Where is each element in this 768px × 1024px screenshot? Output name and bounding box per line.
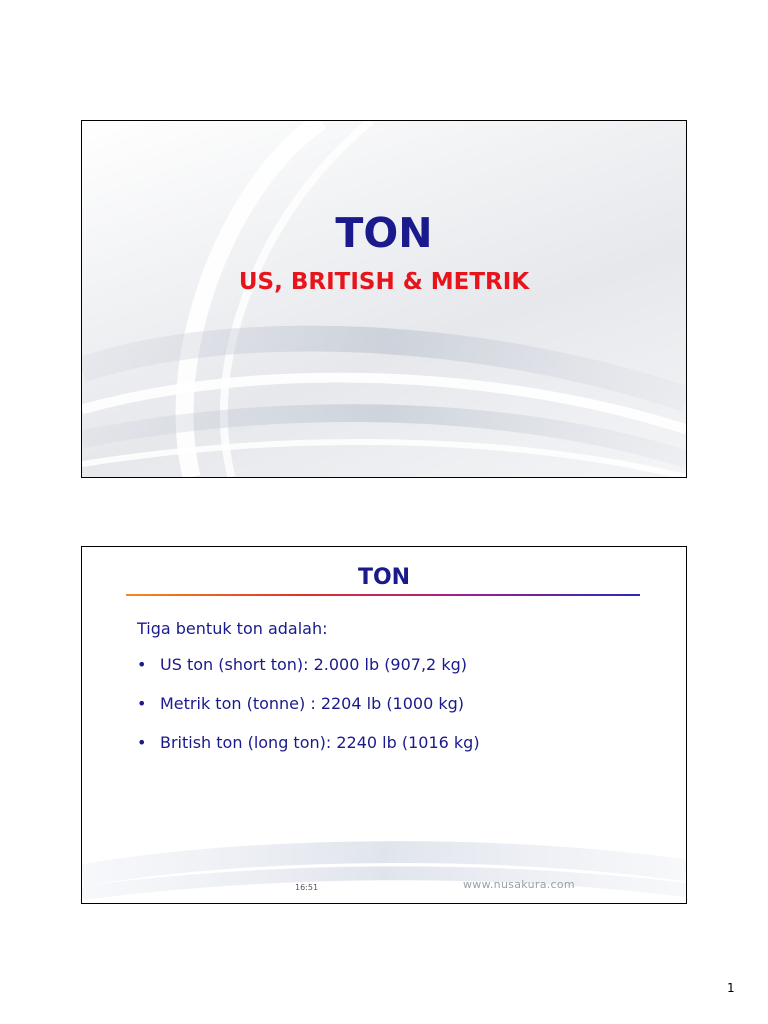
bullet-icon: • bbox=[137, 655, 147, 674]
bullet-icon: • bbox=[137, 694, 147, 713]
slide-subtitle: US, BRITISH & METRIK bbox=[238, 269, 530, 295]
content-slide-title: TON bbox=[357, 565, 411, 590]
list-item bbox=[137, 694, 480, 733]
decorative-swoosh-background bbox=[82, 121, 686, 477]
bullet-text: British ton (long ton): 2240 lb (1016 kg) bbox=[160, 733, 480, 752]
bullet-text: Metrik ton (tonne) : 2204 lb (1000 kg) bbox=[160, 694, 465, 713]
list-item bbox=[137, 733, 480, 772]
page-number: 1 bbox=[727, 981, 735, 995]
bullet-icon: • bbox=[137, 733, 147, 752]
footer-website: www.nusakura.com bbox=[463, 878, 575, 891]
content-slide bbox=[81, 546, 687, 904]
intro-text: Tiga bentuk ton adalah: bbox=[137, 619, 328, 638]
bullet-text: US ton (short ton): 2.000 lb (907,2 kg) bbox=[160, 655, 467, 674]
slide-title: TON bbox=[335, 209, 433, 257]
title-divider bbox=[126, 594, 640, 596]
footer-timestamp: 16:51 bbox=[295, 883, 319, 892]
bullet-list bbox=[137, 655, 480, 772]
title-slide bbox=[81, 120, 687, 478]
list-item bbox=[137, 655, 480, 694]
